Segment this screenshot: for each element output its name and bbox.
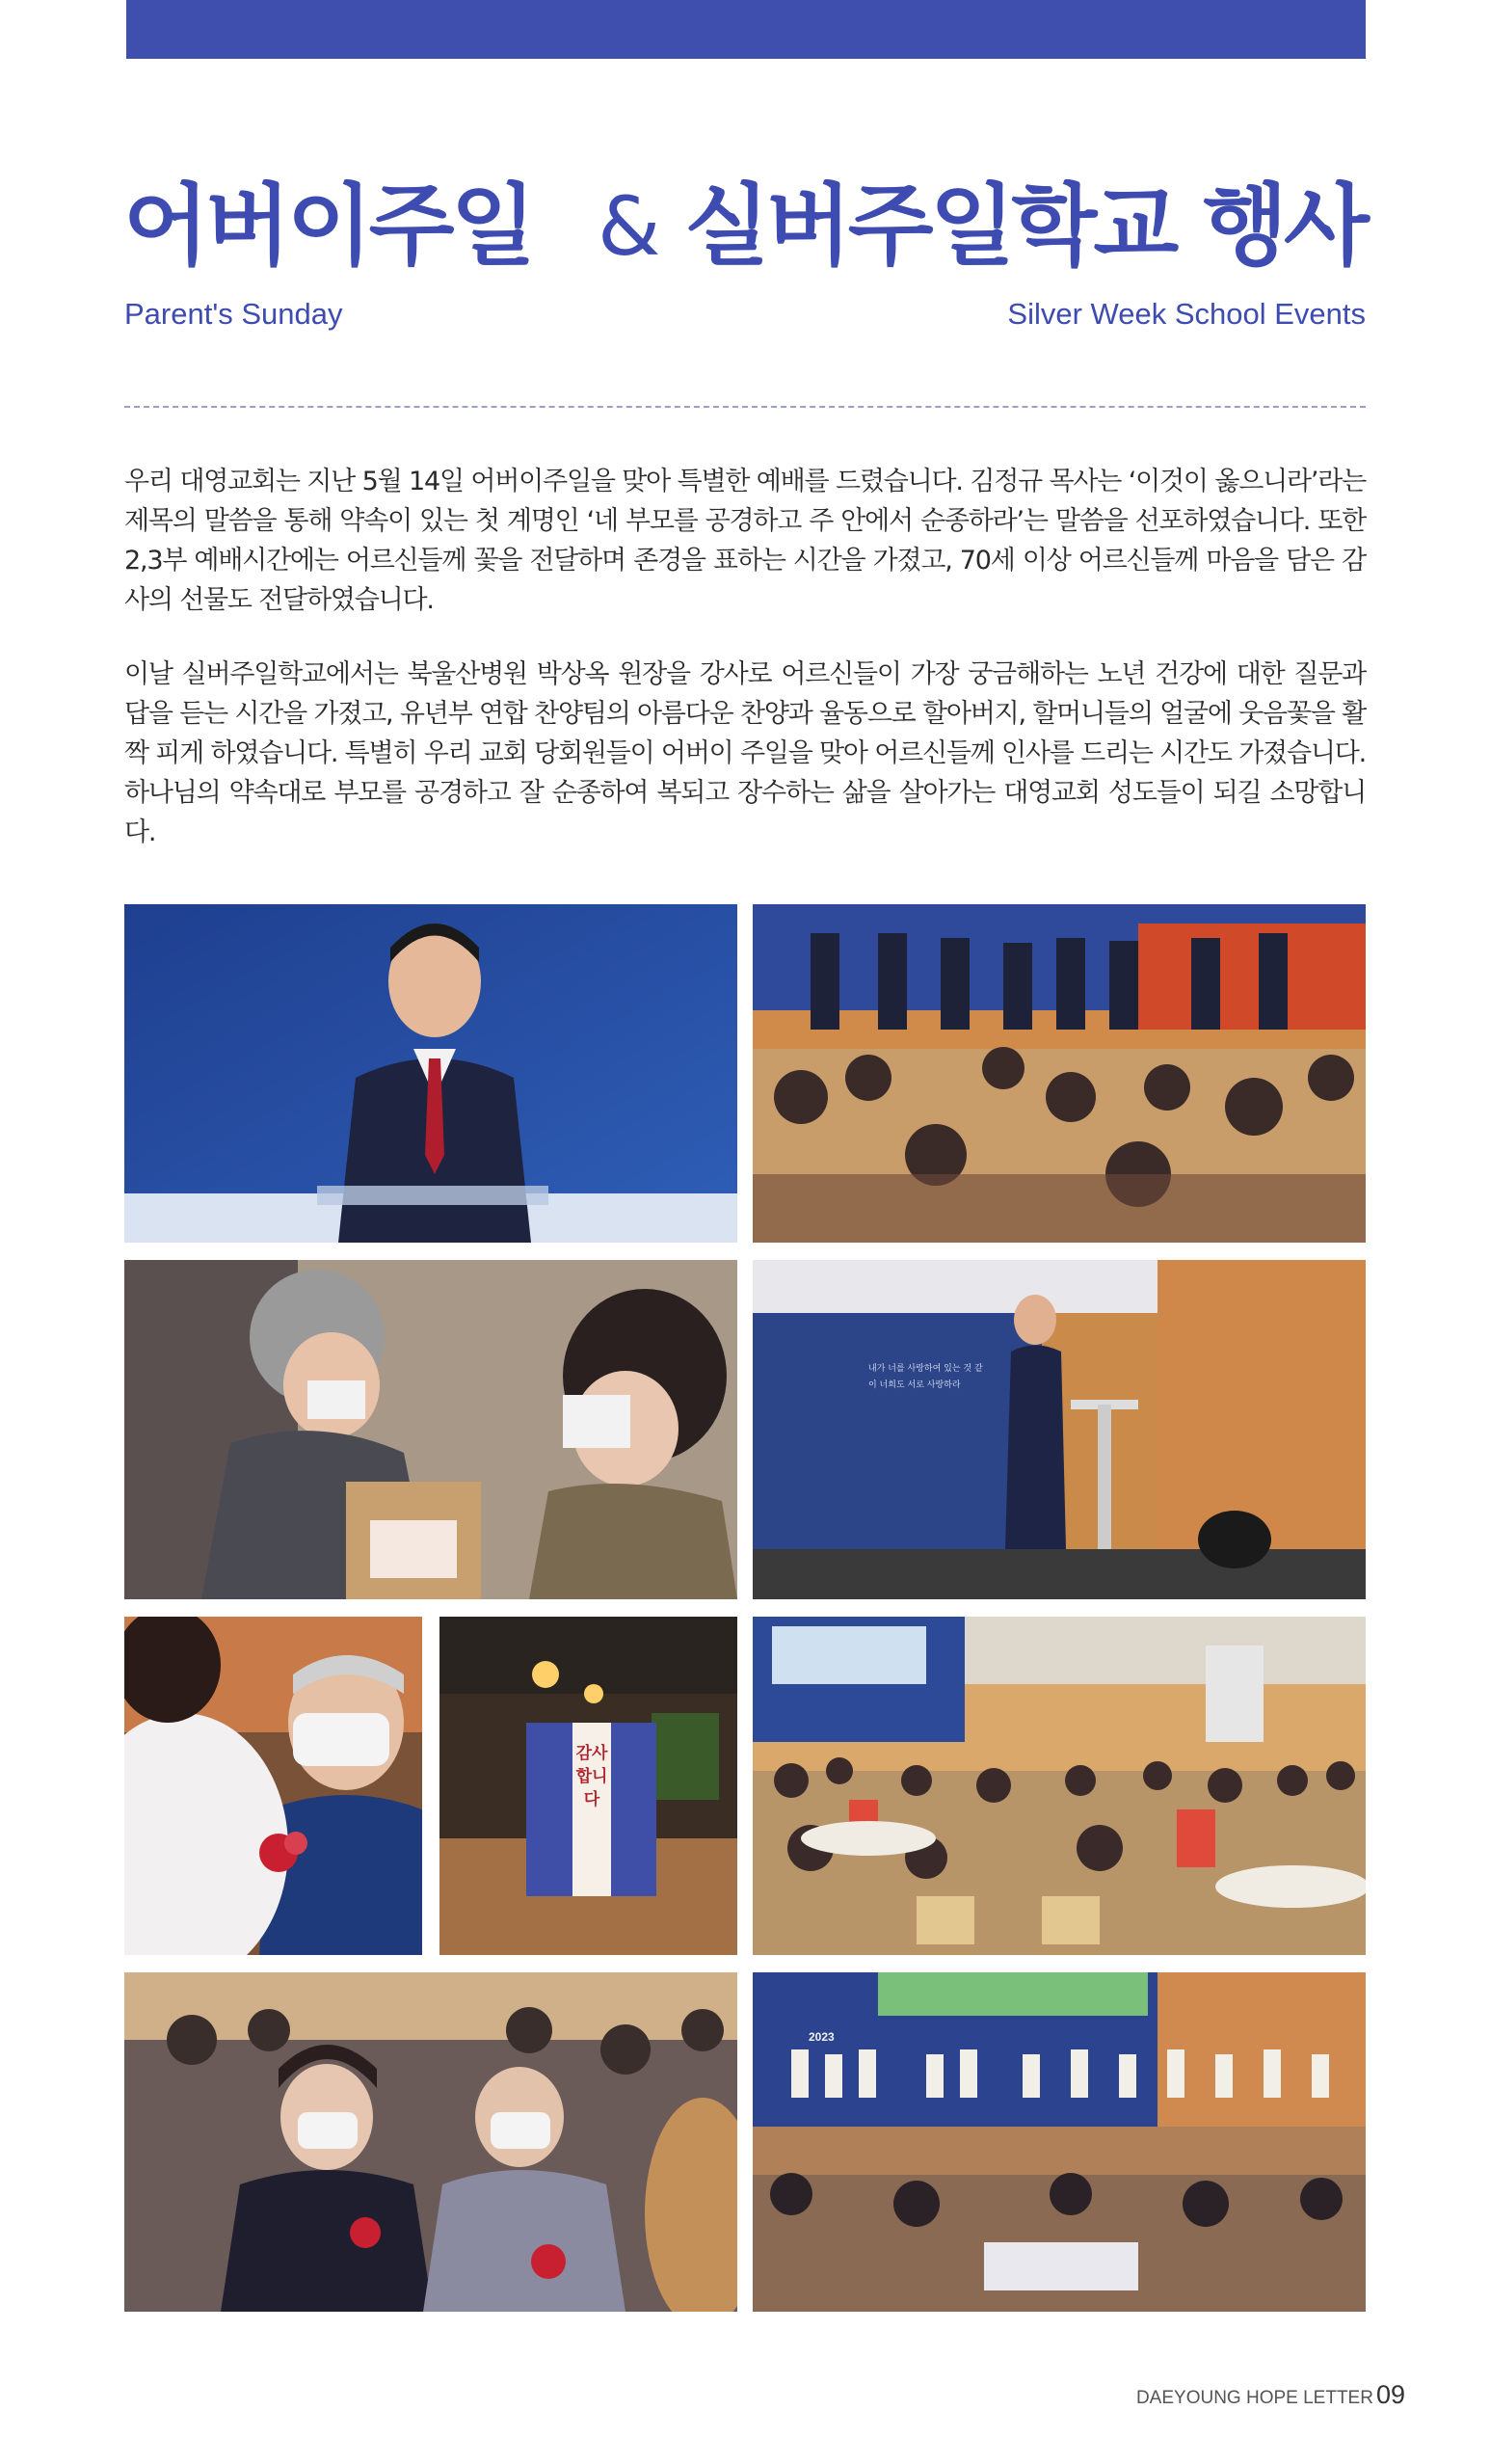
elders-greeting-photo [753, 904, 1366, 1243]
article-paragraph-1: 우리 대영교회는 지난 5월 14일 어버이주일을 맞아 특별한 예배를 드렸습니다. 김정규 목사는 ‘이것이 옳으니라’라는 제목의 말씀을 통해 약속이 있는 첫 계명인 ‘네 부모를 공경하고 주 안에서 순종하라’는 말씀을 선포하였습니다. 또한 2,3부 예배시간에는 어르신들께 꽃을 전달하며 존경을 표하는 시간을 가졌고, 70세 이상 어르신들께 마음을 담은 감사의 선물도 전달하였습니다. [124, 467, 1366, 615]
subtitle-silver-week-school: Silver Week School Events [1007, 297, 1366, 331]
flower-pinning-photo [124, 1617, 422, 1955]
subtitle-parents-sunday: Parent's Sunday [124, 297, 343, 331]
dashed-divider [124, 406, 1366, 408]
footer-publication [1136, 2377, 1405, 2412]
pastor-preaching-photo [124, 904, 737, 1243]
gift-box-label: 감사합니다 [575, 1744, 608, 1809]
gift-giving-photo [124, 1260, 737, 1599]
publication-name: DAEYOUNG HOPE LETTER [1135, 2388, 1373, 2408]
article-paragraph-2: 이날 실버주일학교에서는 북울산병원 박상옥 원장을 강사로 어르신들이 가장 궁금해하는 노년 건강에 대한 질문과 답을 듣는 시간을 가졌고, 유년부 연합 찬양팀의 아름다운 찬양과 율동으로 할아버지, 할머니들의 얼굴에 웃음꽃을 활짝 피게 하였습니다. 특별히 우리 교회 당회원들이 어버이 주일을 맞아 어르신들께 인사를 드리는 시간도 가졌습니다. 하나님의 약속대로 부모를 공경하고 잘 순종하여 복되고 장수하는 삶을 살아가는 대영교회 성도들이 되길 소망합니다. [124, 659, 1366, 847]
children-choir-photo [753, 1972, 1366, 2312]
title-silver-school-events: 실버주일학교 행사 [683, 174, 1366, 278]
page-number: 09 [1375, 2380, 1405, 2409]
congregation-with-flowers-photo [124, 1972, 737, 2312]
hall-banner-year: 2023 [809, 2030, 835, 2044]
screen-verse-text: 내가 너를 사랑하여 있는 것 같이 너희도 서로 사랑하라 [868, 1364, 983, 1390]
top-color-bar [126, 0, 1366, 59]
silver-school-hall-photo [753, 1617, 1366, 1955]
lecturer-speaking-photo [753, 1260, 1366, 1599]
title-parents-sunday: 어버이주일 [123, 174, 533, 278]
thank-you-gift-box-photo [439, 1617, 737, 1955]
title-ampersand: & [598, 179, 661, 274]
